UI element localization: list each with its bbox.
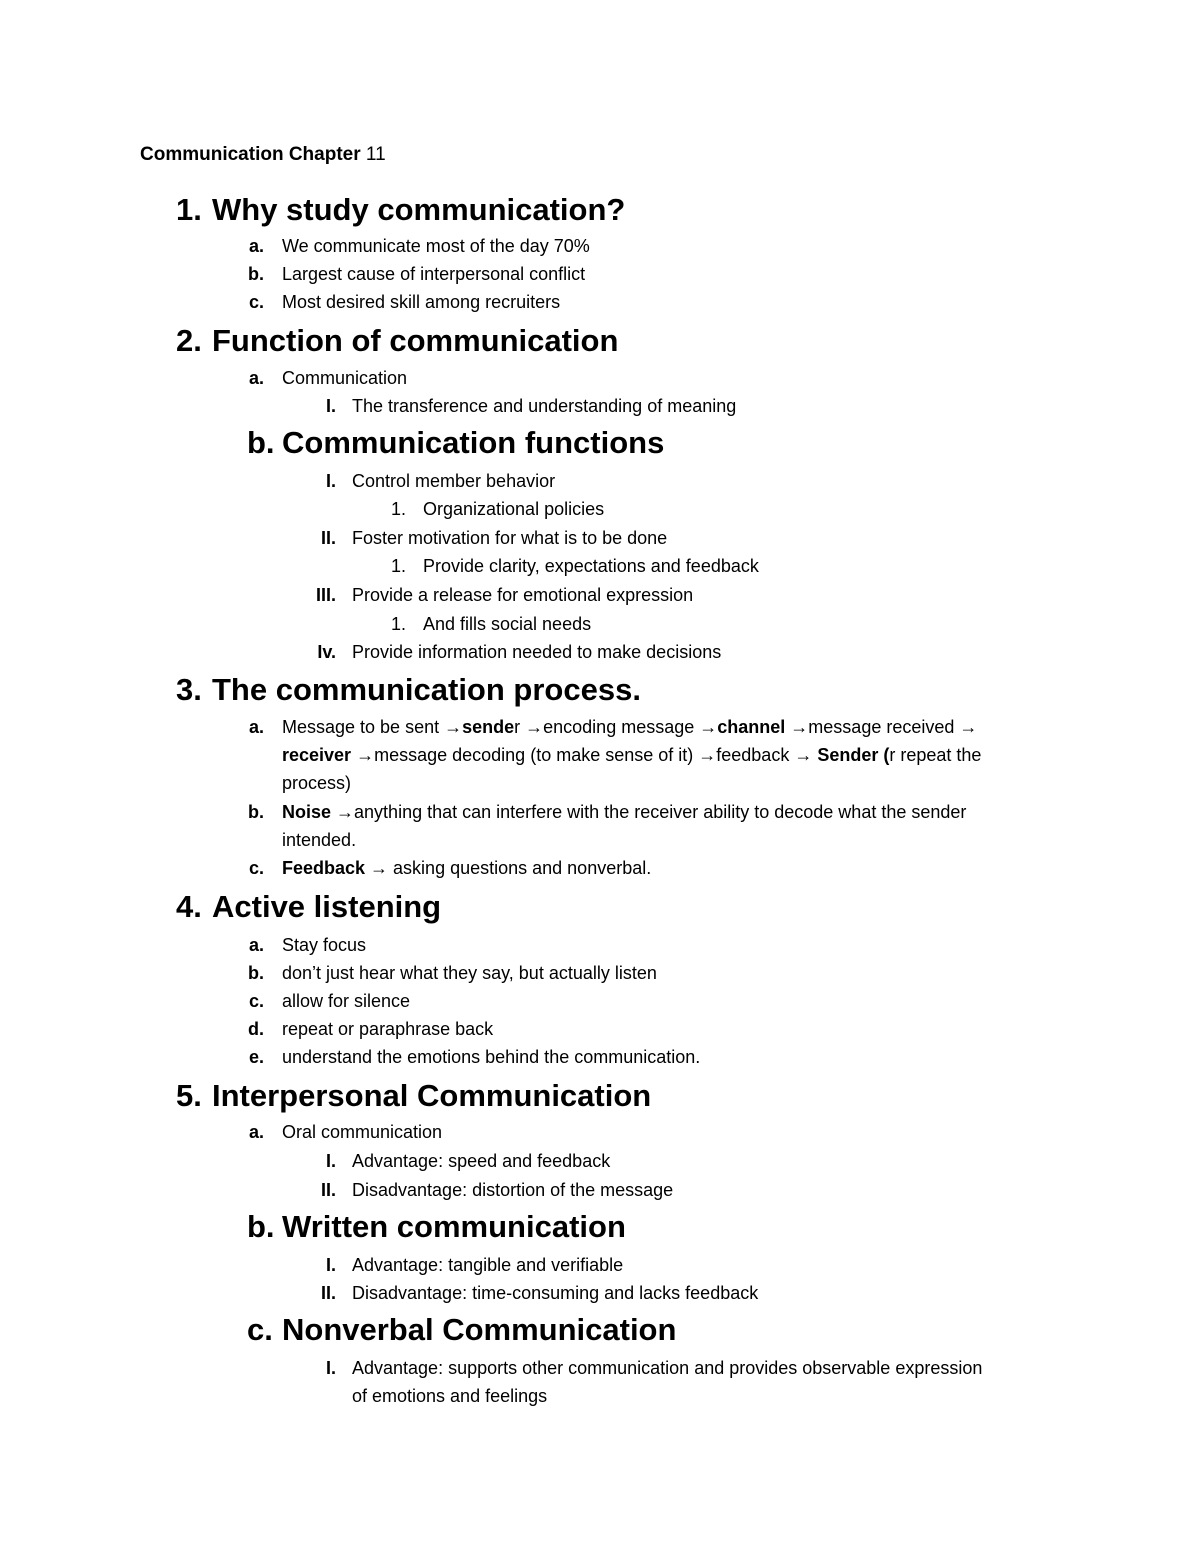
- list-text: allow for silence: [282, 991, 411, 1011]
- arrow-icon: →: [525, 717, 544, 737]
- list-marker: a.: [248, 935, 264, 955]
- process-line-1: [282, 713, 977, 741]
- list-text: Control member behavior: [352, 471, 556, 491]
- list-text: Provide a release for emotional expression: [352, 585, 694, 605]
- subsection-5b-title: Written communication: [282, 1209, 626, 1244]
- process-text: feedback: [716, 745, 795, 765]
- list-marker: a.: [248, 368, 264, 388]
- list-marker: c.: [248, 991, 264, 1011]
- process-text: encoding message: [543, 717, 700, 737]
- arrow-icon: →: [959, 717, 978, 737]
- list-marker: I.: [325, 1151, 336, 1171]
- subsection-2b-title: Communication functions: [282, 425, 665, 460]
- list-text: asking questions and nonverbal.: [388, 858, 652, 878]
- list-text: The transference and understanding of meaning: [352, 396, 737, 416]
- list-marker: 1.: [390, 499, 406, 519]
- document-title: [140, 144, 386, 166]
- section-1-marker: 1.: [176, 192, 202, 227]
- section-3-marker: 3.: [176, 672, 202, 707]
- list-marker: II.: [320, 528, 336, 548]
- list-marker: a.: [248, 236, 264, 256]
- list-marker: a.: [248, 1122, 264, 1142]
- list-text: Disadvantage: distortion of the message: [352, 1180, 674, 1200]
- section-3-title: The communication process.: [212, 672, 641, 707]
- list-text: of emotions and feelings: [352, 1386, 548, 1406]
- section-1-title: Why study communication?: [212, 192, 626, 227]
- arrow-icon: →: [794, 745, 813, 765]
- arrow-icon: →: [370, 858, 389, 878]
- list-marker: I.: [325, 1358, 336, 1378]
- noise-line: [282, 798, 966, 826]
- arrow-icon: →: [336, 802, 355, 822]
- list-marker: II.: [320, 1180, 336, 1200]
- list-text: Communication: [282, 368, 408, 388]
- list-text: Organizational policies: [423, 499, 605, 519]
- process-text: (: [878, 745, 890, 765]
- list-text: don’t just hear what they say, but actually listen: [282, 963, 657, 983]
- list-marker: Iv.: [317, 642, 336, 662]
- list-marker: 1.: [390, 556, 406, 576]
- list-marker: c.: [248, 292, 264, 312]
- list-text: Advantage: speed and feedback: [352, 1151, 611, 1171]
- section-5-title: Interpersonal Communication: [212, 1078, 652, 1113]
- list-text: Most desired skill among recruiters: [282, 292, 561, 312]
- process-term: Sender: [817, 745, 879, 765]
- process-term: Feedback: [282, 858, 371, 878]
- process-term: sende: [462, 717, 515, 737]
- list-text: Provide information needed to make decisions: [352, 642, 722, 662]
- list-marker: I.: [325, 396, 336, 416]
- process-line-2: [282, 741, 981, 769]
- subsection-2b-marker: b.: [247, 425, 275, 460]
- section-4-title: Active listening: [212, 889, 442, 924]
- process-text: Message to be sent: [282, 717, 445, 737]
- list-marker: b.: [248, 264, 264, 284]
- section-5-marker: 5.: [176, 1078, 202, 1113]
- subsection-5c-marker: c.: [247, 1312, 273, 1347]
- arrow-icon: →: [699, 717, 718, 737]
- section-2-marker: 2.: [176, 323, 202, 358]
- subsection-5c-title: Nonverbal Communication: [282, 1312, 677, 1347]
- arrow-icon: →: [790, 717, 809, 737]
- list-text: repeat or paraphrase back: [282, 1019, 494, 1039]
- list-marker: c.: [248, 858, 264, 878]
- arrow-icon: →: [356, 745, 375, 765]
- list-text: intended.: [282, 830, 357, 850]
- process-term: Noise: [282, 802, 337, 822]
- section-4-marker: 4.: [176, 889, 202, 924]
- list-marker: II.: [320, 1283, 336, 1303]
- list-marker: a.: [248, 717, 264, 737]
- process-term: channel: [717, 717, 786, 737]
- process-text: r repeat the: [889, 745, 982, 765]
- list-text: Foster motivation for what is to be done: [352, 528, 668, 548]
- list-marker: 1.: [390, 614, 406, 634]
- feedback-line: [282, 854, 651, 882]
- list-marker: I.: [325, 471, 336, 491]
- arrow-icon: →: [444, 717, 463, 737]
- list-text: Advantage: tangible and verifiable: [352, 1255, 624, 1275]
- list-marker: e.: [248, 1047, 264, 1067]
- process-text: message decoding (to make sense of it): [374, 745, 699, 765]
- list-marker: d.: [248, 1019, 264, 1039]
- list-text: Provide clarity, expectations and feedback: [423, 556, 759, 576]
- list-marker: III.: [315, 585, 336, 605]
- process-text: r: [514, 717, 526, 737]
- list-text: And fills social needs: [423, 614, 592, 634]
- list-marker: I.: [325, 1255, 336, 1275]
- document-title-number: 11: [365, 144, 386, 165]
- list-text: We communicate most of the day 70%: [282, 236, 590, 256]
- list-text: Oral communication: [282, 1122, 443, 1142]
- list-text: anything that can interfere with the receiver ability to decode what the sender: [354, 802, 967, 822]
- subsection-5b-marker: b.: [247, 1209, 275, 1244]
- document-title-bold: Communication Chapter: [140, 144, 361, 165]
- process-text: message received: [808, 717, 960, 737]
- section-2-title: Function of communication: [212, 323, 619, 358]
- list-marker: b.: [248, 963, 264, 983]
- list-text: process): [282, 773, 352, 793]
- list-text: Advantage: supports other communication and provides observable expression: [352, 1358, 983, 1378]
- list-text: understand the emotions behind the communication.: [282, 1047, 701, 1067]
- arrow-icon: →: [698, 745, 717, 765]
- process-term: receiver: [282, 745, 352, 765]
- list-text: Stay focus: [282, 935, 367, 955]
- list-text: Disadvantage: time-consuming and lacks feedback: [352, 1283, 759, 1303]
- list-marker: b.: [248, 802, 264, 822]
- list-text: Largest cause of interpersonal conflict: [282, 264, 586, 284]
